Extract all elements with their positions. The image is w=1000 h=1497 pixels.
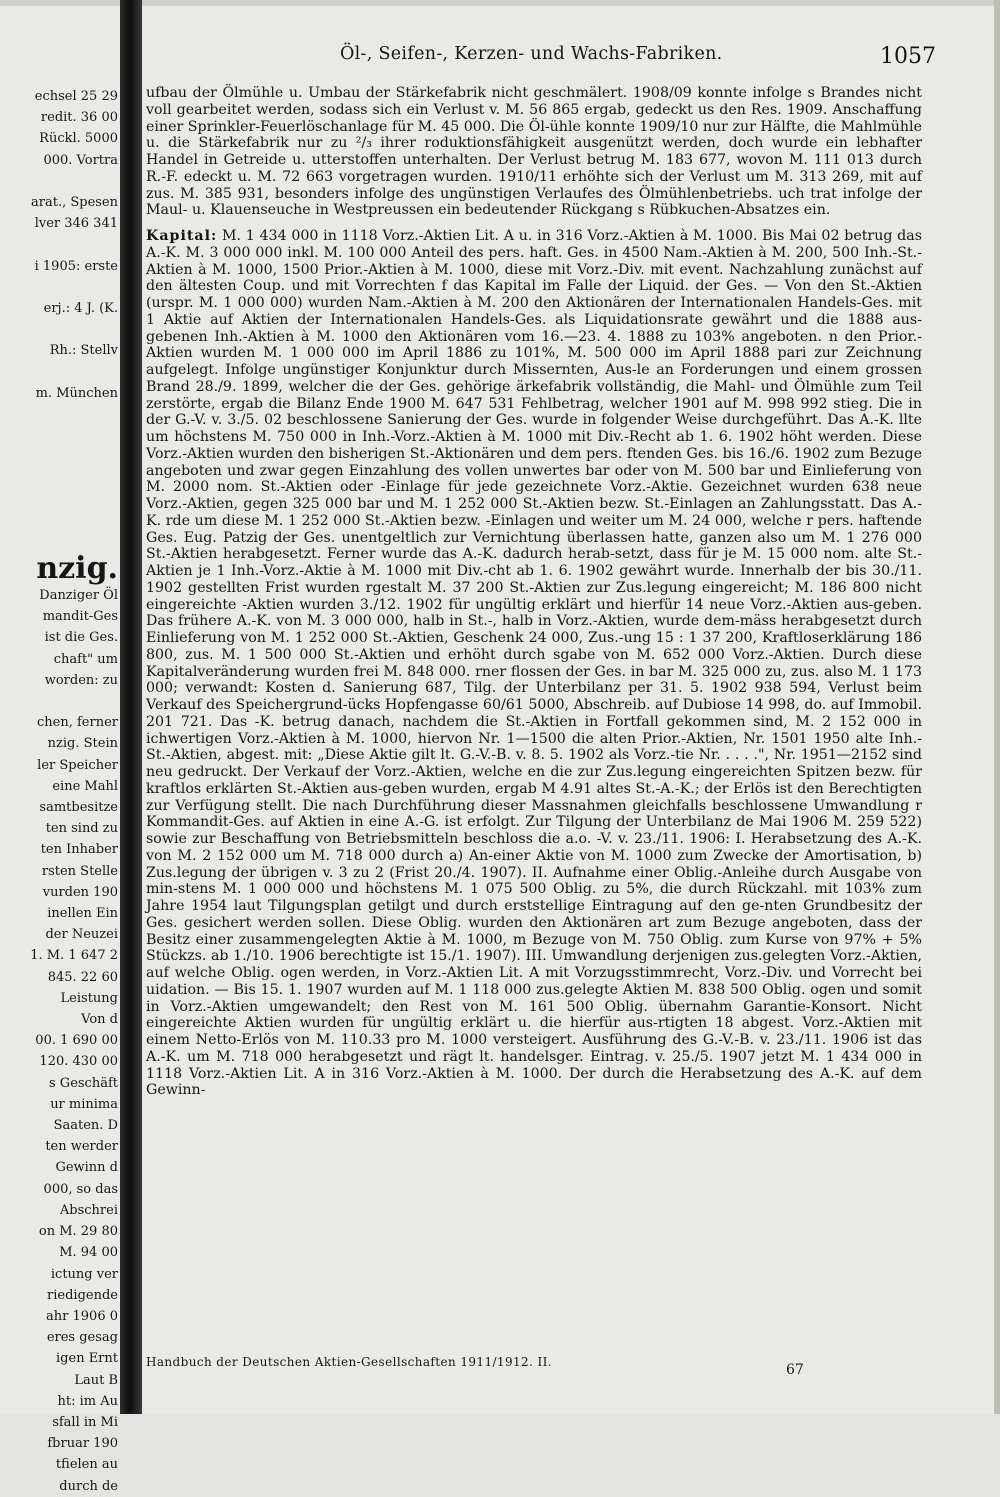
main-body-text [146,85,922,1099]
facing-page-line: der Neuzei [45,927,118,943]
paragraph-label: Kapital: [146,228,218,244]
book-gutter [120,0,142,1414]
facing-page-line: durch de [59,1478,118,1494]
paragraph-kapital [146,228,922,1099]
facing-page-line: s Geschäft [49,1075,118,1091]
page-top-edge [0,0,1000,6]
facing-page-line: ten Inhaber [40,842,118,858]
facing-page-line: Rückl. 5000 [39,131,118,147]
facing-page-line: i 1905: erste [34,258,118,274]
facing-page-line: M. 94 00 [59,1245,118,1261]
paragraph-history [146,85,922,219]
facing-page-line: inellen Ein [47,906,118,922]
facing-page-line: ten werder [45,1139,118,1155]
signature-mark: 67 [786,1362,804,1378]
facing-page-line: eine Mahl [52,778,118,794]
facing-page-line: 000. Vortra [43,152,118,168]
facing-page-line: nzig. Stein [47,736,118,752]
facing-page-line [0,362,118,383]
facing-page-line: 845. 22 60 [47,969,118,985]
page-right-edge [994,0,1000,1414]
paragraph-text: M. 1 434 000 in 1118 Vorz.-Aktien Lit. A u. in 316 Vorz.-Aktien à M. 1000. Bis Mai 02 betrug das A.-K. M. 3 000 000 inkl. M. 100 000 Anteil des pers. haft. Ges. in 4500 Nam.-Aktien à M. 200, 500 Inh.-St.-Aktien à M. 1000, 1500 Prior.-Aktien à M. 1000, diese mit Vorz.-Div. mit event. Nachzahlung zunächst auf den ältesten Coup. und mit Vorrechten f das Kapital im Falle der Liquid. der Ges. — Von den St.-Aktien (urspr. M. 1 000 000) wurden Nam.-Aktien à M. 200 den Aktionären der Internationalen Handels-Ges. mit 1 Aktie auf Aktien der Internationalen Handels-Ges. als Liquidationsrate gewährt und die 1888 aus-gebenen Inh.-Aktien à M. 1000 den Aktionären vom 16.—23. 4. 1888 zu 103% angeboten. n den Prior.-Aktien wurden M. 1 000 000 im April 1886 zu 101%, M. 500 000 im April 1888 pari zur Zeichnung aufgelegt. Infolge ungünstiger Konjunktur durch Missernten, Aus-le an Forderungen und einem grossen Brand 28./9. 1899, welcher die der Ges. gehörige ärkefabrik vollständig, die Mahl- und Ölmühle zum Teil zerstörte, ergab die Bilanz Ende 1900 M. 647 531 Fehlbetrag, welcher 1901 auf M. 998 992 stieg. Die in der G.-V. v. 3./5. 02 beschlossene Sanierung der Ges. wurde in folgender Weise durchgeführt. Das A.-K. llte um höchstens M. 750 000 in Inh.-Vorz.-Aktien à M. 1000 mit Div.-Recht ab 1. 6. 1902 höht werden. Diese Vorz.-Aktien wurden den bisherigen St.-Aktionären und dem pers. ftenden Ges. bis 16./6. 1902 zum Bezuge angeboten und zwar gegen Einzahlung des vollen unwertes bar oder von M. 500 bar und Einlieferung von M. 2000 nom. St.-Aktien oder -Einlage für jede gezeichnete Vorz.-Aktie. Gezeichnet wurden 638 neue Vorz.-Aktien, gegen 325 000 bar und M. 1 252 000 St.-Aktien bezw. St.-Einlagen an Zahlungsstatt. Das A.-K. rde um diese M. 1 252 000 St.-Aktien bezw. -Einlagen und weiter um M. 24 000, welche r pers. haftende Ges. Eug. Patzig der Ges. unentgeltlich zur Vernichtung überlassen hatte, ganzen also um M. 1 276 000 St.-Aktien herabgesetzt. Ferner wurde das A.-K. dadurch herab-setzt, dass für je M. 15 000 nom. alte St.-Aktien je 1 Inh.-Vorz.-Aktie à M. 1000 mit Div.-cht ab 1. 6. 1902 gewährt wurde. Innerhalb der bis 30./11. 1902 gestellten Frist wurden rgestalt M. 37 200 St.-Aktien zur Zus.legung eingereicht; M. 186 800 nicht eingereichte -Aktien wurden 3./12. 1902 für ungültig erklärt und hierfür 14 neue Vorz.-Aktien aus-geben. Das frühere A.-K. von M. 3 000 000, halb in St.-, halb in Vorz.-Aktien, wurde dem-mäss herabgesetzt durch Einlieferung von M. 1 252 000 St.-Aktien, Geschenk 24 000, Zus.-ung 15 : 1 37 200, Kraftloserklärung 186 800, zus. M. 1 500 000 St.-Aktien und erhöht durch sgabe von M. 652 000 Vorz.-Aktien. Durch diese Kapitalveränderung wurden frei M. 848 000. rner flossen der Ges. in bar M. 325 000 zu, zus. also M. 1 173 000; verwandt: Kosten d. Sanierung 687, Tilg. der Unterbilanz per 31. 5. 1902 938 594, Verlust beim Verkauf des Speichergrund-ücks Hopfengasse 60/61 5000, Abschreib. auf Dubiose 14 998, do. auf Immobil. 201 721. Das -K. betrug danach, nachdem die St.-Aktien in Fortfall gekommen sind, M. 2 152 000 in ichwertigen Vorz.-Aktien à M. 1000, hiervon Nr. 1—1500 die alten Prior.-Aktien, Nr. 1501 1950 alte Inh.-St.-Aktien, abgest. mit: „Diese Aktie gilt lt. G.-V.-B. v. 8. 5. 1902 als Vorz.-tie Nr. . . . .", Nr. 1951—2152 sind neu gedruckt. Der Verkauf der Vorz.-Aktien, welche en die zur Zus.legung eingereichten Spitzen bezw. für kraftlos erklärten St.-Aktien aus-geben wurden, ergab M 4.91 altes St.-A.-K.; der Erlös ist den Berechtigten zur Verfügung stellt. Die nach Durchführung dieser Massnahmen gleichfalls beschlossene Umwandlung r Kommandit-Ges. auf Aktien in eine A.-G. ist erfolgt. Zur Tilgung der Unterbilanz de Mai 1906 M. 259 522) sowie zur Beschaffung von Betriebsmitteln beschloss die a.o. -V. v. 23./11. 1906: I. Herabsetzung des A.-K. von M. 2 152 000 um M. 718 000 durch a) An-einer Aktie von M. 1000 zum Zwecke der Amortisation, b) Zus.legung der übrigen v. 3 zu 2 (Frist 20./4. 1907). II. Aufnahme einer Oblig.-Anleihe durch Ausgabe von min-stens M. 1 000 000 und höchstens M. 1 075 500 Oblig. zu 5%, die durch Rückzahl. mit 103% zum Jahre 1954 laut Tilgungsplan getilgt und durch erststellige Eintragung auf den ge-nten Grundbesitz der Ges. gesichert werden sollen. Diese Oblig. wurden den Aktionären art zum Bezuge angeboten, dass der Besitz einer zusammengelegten Aktie à M. 1000, m Bezuge von M. 750 Oblig. zum Kurse von 97% + 5% Stückzs. ab 1./10. 1906 berechtigte ist 15./1. 1907). III. Umwandlung derjenigen zus.gelegten Vorz.-Aktien, auf welche Oblig. ogen werden, in Vorz.-Aktien Lit. A mit Vorzugsstimmrecht, Vorz.-Div. und Vorrecht bei uidation. — Bis 15. 1. 1907 wurden auf M. 1 118 000 zus.gelegte Aktien M. 838 500 Oblig. ogen und somit in Vorz.-Aktien umgewandelt; den Rest von M. 161 500 Oblig. übernahm Garantie-Konsort. Nicht eingereichte Aktien wurden für ungültig erklärt u. die hierfür aus-rtigten 18 abgest. Vorz.-Aktien mit einem Netto-Erlös von M. 110.33 pro M. 1000 versteigert. Ausführung des G.-V.-B. v. 23./11. 1906 ist das A.-K. um M. 718 000 herabgesetzt und rägt lt. handelsger. Eintrag. v. 25./5. 1907 jetzt M. 1 434 000 in 1118 Vorz.-Aktien Lit. A in 316 Vorz.-Aktien à M. 1000. Der durch die Herabsetzung des A.-K. auf dem Gewinn- [146,228,922,1099]
facing-page-line: tfielen au [55,1457,118,1473]
facing-page-heading: nzig. [36,551,118,586]
facing-page-line: ahr 1906 0 [46,1308,118,1324]
facing-page-line: m. München [35,385,118,401]
facing-page-line: lver 346 341 [34,216,118,232]
facing-page-line: erj.: 4 J. (K. [43,301,118,317]
facing-page-line: Leistung [60,990,118,1006]
paragraph-text: ufbau der Ölmühle u. Umbau der Stärkefabrik nicht geschmälert. 1908/09 konnte infolge s Brandes nicht voll gearbeitet werden, sodass sich ein Verlust v. M. 56 865 ergab, gedeckt us den Res. 1909. Anschaffung einer Sprinkler-Feuerlöschanlage für M. 45 000. Die Öl-ühle konnte 1909/10 nur zur Hälfte, die Mahlmühle u. die Stärkefabrik nur zu ²/₃ ihrer roduktionsfähigkeit ausgenützt werden, doch wurde ein lebhafter Handel in Getreide u. utterstoffen unterhalten. Der Verlust betrug M. 183 677, wovon M. 111 013 durch R.-F. edeckt u. M. 72 663 vorgetragen wurden. 1910/11 erhöhte sich der Verlust um M. 313 269, mit auf zus. M. 385 931, besonders infolge des ungünstigen Verlaufes des Ölmühlenbetriebs. uch trat infolge der Maul- u. Klauenseuche in Westpreussen ein bedeutender Rückgang s Rübkuchen-Absatzes ein. [146,85,922,219]
facing-page-line: ler Speicher [37,757,118,773]
facing-page-line: 1. M. 1 647 2 [30,948,118,964]
facing-page-line: eres gesag [46,1330,118,1346]
facing-page-line: 000, so das [43,1181,118,1197]
facing-page-line [0,171,118,192]
facing-page-line: samtbesitze [39,800,118,816]
facing-page-line: sfall in Mi [52,1414,118,1430]
facing-page-line: rsten Stelle [41,863,118,879]
facing-page-line: echsel 25 29 [34,89,118,104]
facing-page-line: fbruar 190 [47,1436,118,1452]
facing-page-line [0,319,118,340]
facing-page-line: Rh.: Stellv [49,343,118,359]
facing-page-line: chaft" um [53,651,118,667]
facing-page-line: Danziger Öl [39,588,118,603]
facing-page-line [0,234,118,255]
facing-page-line: 00. 1 690 00 [35,1033,118,1049]
facing-page-line: Laut B [74,1372,118,1388]
facing-page-line: ictung ver [50,1266,118,1282]
facing-page-line: ist die Ges. [44,630,118,646]
facing-page-line: Von d [81,1012,118,1028]
facing-page-line: arat., Spesen [31,195,118,211]
facing-page-line: on M. 29 80 [38,1224,118,1240]
facing-page-text-lower [0,585,118,1497]
page-footer: Handbuch der Deutschen Aktien-Gesellschaften 1911/1912. II. [146,1355,552,1369]
facing-page-line: ur minima [50,1096,118,1112]
facing-page-line: vurden 190 [42,884,118,900]
facing-page-line: redit. 36 00 [40,110,118,126]
facing-page-line: ten sind zu [45,821,118,837]
facing-page-line: chen, ferner [37,715,118,731]
facing-page-line: Saaten. D [53,1118,118,1134]
facing-page-line: ht: im Au [57,1393,118,1409]
facing-page-line [0,691,118,712]
facing-page-line: Gewinn d [55,1160,118,1176]
page-number: 1057 [880,44,936,69]
running-header: Öl-, Seifen-, Kerzen- und Wachs-Fabriken. [340,44,723,64]
facing-page-line: riedigende [47,1287,118,1303]
facing-page-line: 120. 430 00 [39,1054,118,1070]
facing-page-text-upper [0,86,118,404]
facing-page-line: mandit-Ges [42,609,118,625]
facing-page-line: worden: zu [44,672,118,688]
facing-page-line: igen Ernt [56,1351,118,1367]
facing-page-line [0,277,118,298]
facing-page-line: Abschrei [59,1202,118,1218]
